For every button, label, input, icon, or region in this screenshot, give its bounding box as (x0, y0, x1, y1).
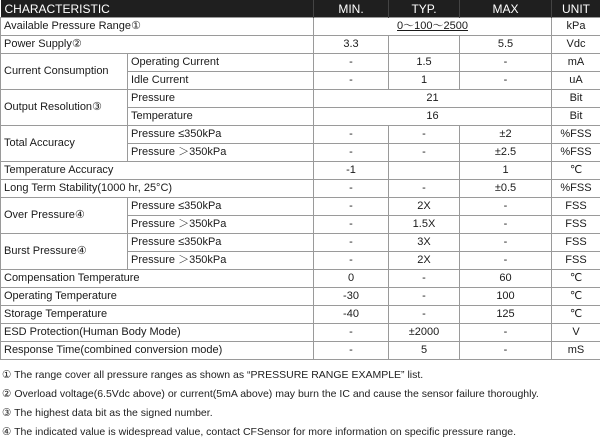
header-unit: UNIT (552, 0, 600, 18)
row-label: Compensation Temperature (1, 270, 314, 288)
min-cell: - (314, 216, 389, 234)
max-cell: - (460, 234, 552, 252)
typ-cell: - (389, 288, 460, 306)
unit-cell: Vdc (552, 36, 600, 54)
unit-cell: FSS (552, 198, 600, 216)
row-label: Total Accuracy (1, 126, 128, 162)
table-row (1, 180, 600, 198)
footnote-1: ① The range cover all pressure ranges as shown as “PRESSURE RANGE EXAMPLE” list. (2, 369, 424, 381)
typ-cell: 1.5 (389, 54, 460, 72)
unit-cell: FSS (552, 234, 600, 252)
max-cell: - (460, 72, 552, 90)
header-max: MAX (460, 0, 552, 18)
min-cell: - (314, 144, 389, 162)
row-label: Available Pressure Range① (1, 18, 314, 36)
max-cell: ±2 (460, 126, 552, 144)
typ-cell: - (389, 126, 460, 144)
unit-cell: uA (552, 72, 600, 90)
table-row (1, 126, 600, 144)
min-cell: -30 (314, 288, 389, 306)
min-cell: - (314, 234, 389, 252)
row-label: Output Resolution③ (1, 90, 128, 126)
typ-cell (389, 162, 460, 180)
table-row (1, 36, 600, 54)
row-label: Current Consumption (1, 54, 128, 90)
unit-cell: ℃ (552, 288, 600, 306)
sub-label: Operating Current (128, 54, 314, 72)
table-row (1, 198, 600, 216)
row-label: ESD Protection(Human Body Mode) (1, 324, 314, 342)
unit-cell: kPa (552, 18, 600, 36)
min-cell: - (314, 324, 389, 342)
typ-cell: 1 (389, 72, 460, 90)
max-cell: 125 (460, 306, 552, 324)
header-row (1, 0, 600, 18)
sub-label: Pressure ＞350kPa (128, 216, 314, 234)
value-cell: 16 (314, 108, 552, 126)
unit-cell: Bit (552, 108, 600, 126)
min-cell: - (314, 342, 389, 360)
unit-cell: ℃ (552, 270, 600, 288)
header-typ: TYP. (389, 0, 460, 18)
min-cell: - (314, 252, 389, 270)
max-cell: 60 (460, 270, 552, 288)
min-cell: - (314, 126, 389, 144)
range-value: 0～100～2500 (397, 20, 468, 32)
min-cell: 3.3 (314, 36, 389, 54)
footnote-2: ② Overload voltage(6.5Vdc above) or current(5mA above) may burn the IC and cause the sensor failure thoroughly. (2, 388, 539, 400)
typ-cell: 2X (389, 252, 460, 270)
max-cell: ±2.5 (460, 144, 552, 162)
sub-label: Pressure (128, 90, 314, 108)
footnote-3: ③ The highest data bit as the signed number. (2, 407, 213, 419)
row-label: Temperature Accuracy (1, 162, 314, 180)
footnote-4: ④ The indicated value is widespread value, contact CFSensor for more information on specific pressure range. (2, 426, 517, 438)
unit-cell: ℃ (552, 306, 600, 324)
unit-cell: mA (552, 54, 600, 72)
sub-label: Temperature (128, 108, 314, 126)
min-cell: - (314, 72, 389, 90)
unit-cell: %FSS (552, 126, 600, 144)
max-cell: 1 (460, 162, 552, 180)
table-row (1, 234, 600, 252)
max-cell: - (460, 324, 552, 342)
row-label: Operating Temperature (1, 288, 314, 306)
max-cell: - (460, 342, 552, 360)
sub-label: Pressure ≤350kPa (128, 198, 314, 216)
header-min: MIN. (314, 0, 389, 18)
typ-cell: 5 (389, 342, 460, 360)
min-cell: 0 (314, 270, 389, 288)
row-label: Burst Pressure④ (1, 234, 128, 270)
typ-cell: 1.5X (389, 216, 460, 234)
typ-cell: - (389, 180, 460, 198)
sub-label: Pressure ＞350kPa (128, 144, 314, 162)
unit-cell: V (552, 324, 600, 342)
typ-cell (389, 36, 460, 54)
unit-cell: mS (552, 342, 600, 360)
table-row (1, 90, 600, 108)
sub-label: Pressure ≤350kPa (128, 126, 314, 144)
table-row (1, 18, 600, 36)
row-label: Storage Temperature (1, 306, 314, 324)
header-characteristic: CHARACTERISTIC (1, 0, 314, 18)
min-cell: -1 (314, 162, 389, 180)
table-row (1, 162, 600, 180)
table-row (1, 324, 600, 342)
max-cell: ±0.5 (460, 180, 552, 198)
max-cell: - (460, 54, 552, 72)
table-row (1, 54, 600, 72)
typ-cell: 2X (389, 198, 460, 216)
typ-cell: 3X (389, 234, 460, 252)
unit-cell: FSS (552, 252, 600, 270)
value-cell: 21 (314, 90, 552, 108)
row-label: Long Term Stability(1000 hr, 25°C) (1, 180, 314, 198)
range-value-cell (314, 18, 552, 36)
footnotes (2, 366, 598, 442)
max-cell: - (460, 198, 552, 216)
min-cell: - (314, 180, 389, 198)
unit-cell: ℃ (552, 162, 600, 180)
row-label: Response Time(combined conversion mode) (1, 342, 314, 360)
unit-cell: Bit (552, 90, 600, 108)
max-cell: - (460, 216, 552, 234)
max-cell: 100 (460, 288, 552, 306)
typ-cell: - (389, 306, 460, 324)
typ-cell: - (389, 270, 460, 288)
max-cell: 5.5 (460, 36, 552, 54)
row-label: Power Supply② (1, 36, 314, 54)
table-row (1, 270, 600, 288)
max-cell: - (460, 252, 552, 270)
sub-label: Idle Current (128, 72, 314, 90)
min-cell: - (314, 198, 389, 216)
unit-cell: %FSS (552, 180, 600, 198)
row-label: Over Pressure④ (1, 198, 128, 234)
table-row (1, 306, 600, 324)
unit-cell: FSS (552, 216, 600, 234)
table-row (1, 342, 600, 360)
min-cell: -40 (314, 306, 389, 324)
sub-label: Pressure ≤350kPa (128, 234, 314, 252)
unit-cell: %FSS (552, 144, 600, 162)
sub-label: Pressure ＞350kPa (128, 252, 314, 270)
typ-cell: ±2000 (389, 324, 460, 342)
min-cell: - (314, 54, 389, 72)
typ-cell: - (389, 144, 460, 162)
table-row (1, 288, 600, 306)
